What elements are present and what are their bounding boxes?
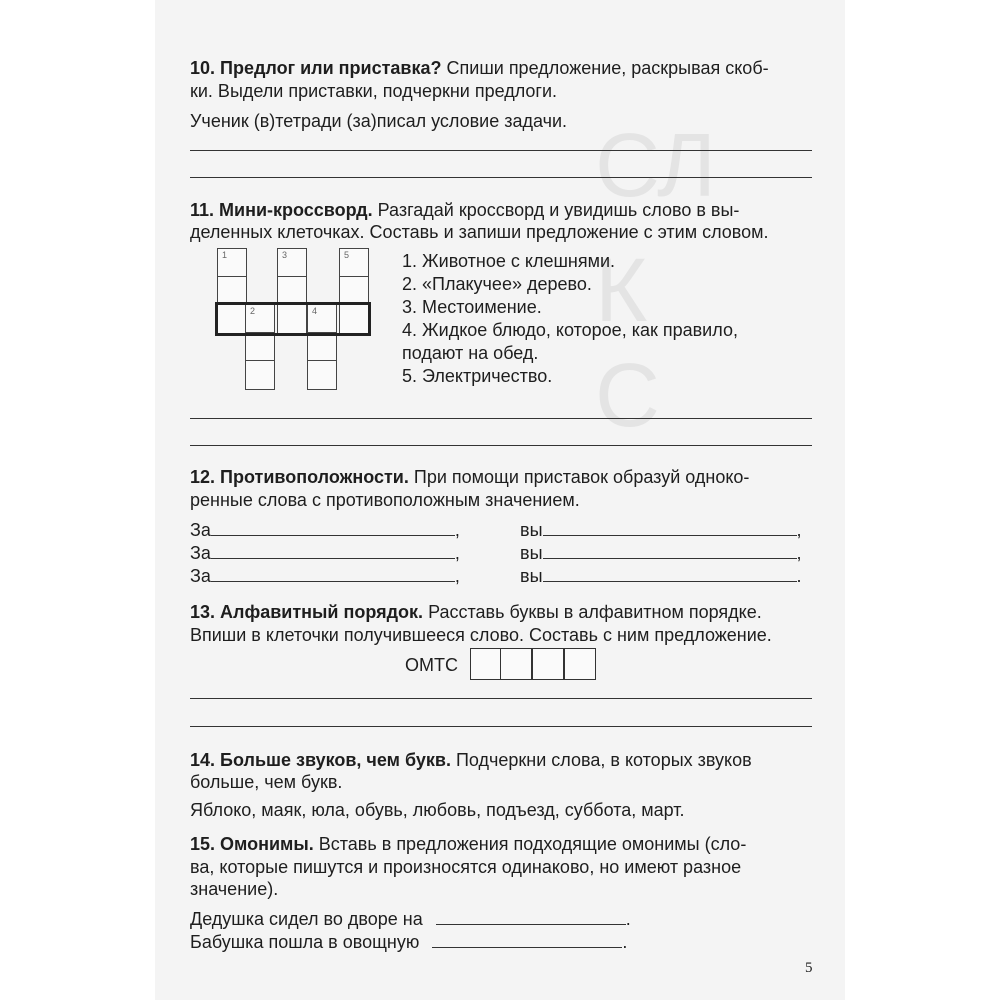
task12-row (520, 517, 802, 542)
task15-heading (190, 832, 746, 856)
task12-row (190, 563, 460, 588)
answer-blank[interactable] (543, 540, 797, 559)
crossword-cell[interactable] (307, 332, 337, 362)
task13-instruction-1: Расставь буквы в алфавитном порядке. (428, 602, 762, 622)
crossword-cell[interactable] (307, 360, 337, 390)
letter-box-1[interactable] (470, 648, 502, 680)
page-number: 5 (805, 960, 813, 976)
show-through-ghost-3: С (595, 346, 660, 446)
cell-number-1: 1 (222, 250, 228, 260)
crossword-cell[interactable] (245, 360, 275, 390)
prefix-vy: вы (520, 566, 543, 586)
prefix-za: За (190, 566, 211, 586)
crossword-cell[interactable] (339, 248, 369, 278)
task10-sentence: Ученик (в)тетради (за)писал условие задачи. (190, 111, 568, 131)
sentence-2-text: Бабушка пошла в овощную (190, 932, 420, 952)
show-through-ghost-1: СЛ (595, 116, 717, 216)
cell-number-3: 3 (282, 250, 288, 260)
task15-sentence-2 (190, 929, 627, 954)
task11-instruction-1: Разгадай кроссворд и увидишь слово в вы- (377, 200, 740, 220)
task10-heading (190, 56, 769, 80)
task12-instruction-2: ренные слова с противоположным значением. (190, 490, 580, 510)
answer-blank[interactable] (543, 563, 797, 582)
task12-row (520, 563, 802, 588)
prefix-za: За (190, 520, 211, 540)
task10-instruction-1: Спиши предложение, раскрывая скоб- (446, 58, 769, 78)
crossword-cell[interactable] (245, 332, 275, 362)
crossword-highlight-row (215, 302, 371, 336)
clue-2: 2. «Плакучее» дерево. (402, 274, 592, 294)
task10-instruction-2: ки. Выдели приставки, подчеркни предлоги. (190, 81, 558, 101)
cell-number-5: 5 (344, 250, 350, 260)
period: . (625, 909, 631, 929)
task12-instruction-1: При помощи приставок образуй одноко- (413, 467, 750, 487)
clue-3: 3. Местоимение. (402, 297, 542, 317)
period: . (622, 932, 628, 952)
task10-answer-line-1[interactable] (190, 150, 812, 151)
task12-title: 12. Противоположности. (190, 467, 409, 487)
clue-4-cont: подают на обед. (402, 343, 539, 363)
task11-heading (190, 198, 739, 222)
task13-title: 13. Алфавитный порядок. (190, 602, 424, 622)
task15-sentence-1 (190, 906, 631, 931)
letter-box-2[interactable] (500, 648, 532, 680)
prefix-za: За (190, 543, 211, 563)
task13-instruction-2: Впиши в клеточки получившееся слово. Составь с ним предложение. (190, 625, 772, 645)
task12-row (520, 540, 802, 565)
comma: , (454, 520, 460, 540)
task14-heading (190, 748, 752, 772)
task13-letters: ОМТС (405, 655, 458, 675)
task15-instruction-1: Вставь в предложения подходящие омонимы (сло- (318, 834, 747, 854)
prefix-vy: вы (520, 543, 543, 563)
show-through-ghost-2: К (595, 241, 648, 341)
task14-words: Яблоко, маяк, юла, обувь, любовь, подъезд, суббота, март. (190, 800, 685, 820)
task10-title: 10. Предлог или приставка? (190, 58, 442, 78)
task14-instruction-2: больше, чем букв. (190, 772, 343, 792)
task11-instruction-2: деленных клеточках. Составь и запиши предложение с этим словом. (190, 222, 769, 242)
cell-number-2: 2 (250, 306, 256, 316)
task12-row (190, 517, 460, 542)
answer-blank[interactable] (211, 563, 455, 582)
answer-blank[interactable] (543, 517, 797, 536)
answer-blank[interactable] (211, 540, 455, 559)
task11-answer-line-2[interactable] (190, 445, 812, 446)
prefix-vy: вы (520, 520, 543, 540)
task12-heading (190, 465, 749, 489)
sentence-1-text: Дедушка сидел во дворе на (190, 909, 423, 929)
clue-5: 5. Электричество. (402, 366, 553, 386)
answer-blank[interactable] (436, 906, 626, 925)
task13-answer-line-2[interactable] (190, 726, 812, 727)
comma: , (796, 520, 802, 540)
letter-box-3[interactable] (532, 648, 564, 680)
task15-title: 15. Омонимы. (190, 834, 314, 854)
answer-blank[interactable] (211, 517, 455, 536)
task15-instruction-2: ва, которые пишутся и произносятся одинаково, но имеют разное (190, 857, 742, 877)
task14-instruction-1: Подчеркни слова, в которых звуков (455, 750, 752, 770)
task11-title: 11. Мини-кроссворд. (190, 200, 373, 220)
task13-heading (190, 600, 762, 624)
letter-box-4[interactable] (564, 648, 596, 680)
task12-row (190, 540, 460, 565)
crossword-cell[interactable] (217, 248, 247, 278)
period: . (796, 566, 802, 586)
crossword-cell[interactable] (277, 248, 307, 278)
comma: , (796, 543, 802, 563)
task10-answer-line-2[interactable] (190, 177, 812, 178)
clue-1: 1. Животное с клешнями. (402, 251, 616, 271)
task14-title: 14. Больше звуков, чем букв. (190, 750, 451, 770)
clue-4: 4. Жидкое блюдо, которое, как правило, (402, 320, 738, 340)
task13-answer-line-1[interactable] (190, 698, 812, 699)
task15-instruction-3: значение). (190, 879, 279, 899)
answer-blank[interactable] (432, 929, 622, 948)
task11-answer-line-1[interactable] (190, 418, 812, 419)
comma: , (454, 543, 460, 563)
comma: , (454, 566, 460, 586)
cell-number-4: 4 (312, 306, 318, 316)
